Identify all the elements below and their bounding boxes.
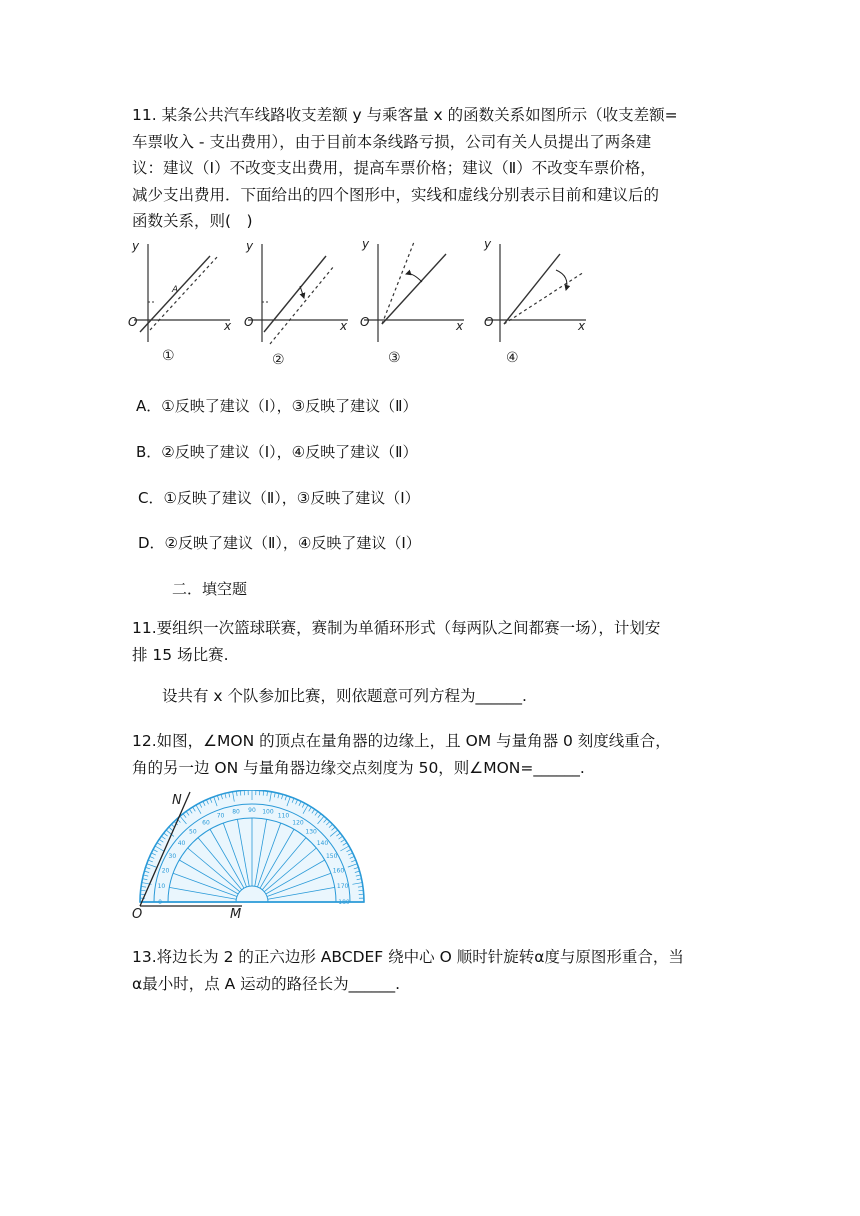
protractor-scale-label: 130 xyxy=(305,828,317,836)
graph2-x-label: x xyxy=(340,319,348,333)
graph-3 xyxy=(360,237,464,366)
graph2-label: ② xyxy=(272,352,285,368)
graph1-y-label: y xyxy=(132,239,140,253)
q11-line-5: 函数关系，则( ) xyxy=(132,212,253,230)
protractor-scale-label: 70 xyxy=(216,812,225,820)
label-m: M xyxy=(230,907,242,920)
graph3-x-label: x xyxy=(456,319,464,333)
option-d: D．②反映了建议（Ⅱ），④反映了建议（Ⅰ） xyxy=(138,534,421,552)
q12-line-1: 12.如图，∠MON 的顶点在量角器的边缘上，且 OM 与量角器 0 刻度线重合， xyxy=(132,732,671,750)
graph4-x-label: x xyxy=(578,319,586,333)
graph1-origin: O xyxy=(128,315,138,329)
graph3-y-label: y xyxy=(362,237,370,251)
graph3-label: ③ xyxy=(388,350,401,366)
protractor-scale-label: 110 xyxy=(277,812,290,820)
protractor-scale-label: 90 xyxy=(248,807,256,814)
q12-line-2: 角的另一边 ON 与量角器边缘交点刻度为 50，则∠MON=______. xyxy=(132,758,585,777)
q13-line-2: α最小时，点 A 运动的路径长为______. xyxy=(132,974,401,993)
label-n: N xyxy=(172,793,182,808)
option-b: B．②反映了建议（Ⅰ），④反映了建议（Ⅱ） xyxy=(136,443,418,461)
graph4-label: ④ xyxy=(506,350,519,366)
protractor-scale-label: 10 xyxy=(157,883,166,891)
question-13 xyxy=(132,944,732,997)
question-12 xyxy=(132,728,732,781)
fill11-sub-text: 设共有 x 个队参加比赛，则依题意可列方程为______. xyxy=(162,687,527,705)
q11-line-2: 车票收入 - 支出费用），由于目前本条线路亏损，公司有关人员提出了两条建 xyxy=(132,132,652,151)
graph4-y-label: y xyxy=(484,237,492,251)
q11-line-1: 11. 某条公共汽车线路收支差额 y 与乘客量 x 的函数关系如图所示（收支差额= xyxy=(132,106,678,124)
protractor-figure xyxy=(132,790,372,920)
option-c: C．①反映了建议（Ⅱ），③反映了建议（Ⅰ） xyxy=(138,489,420,507)
protractor-scale-label: 140 xyxy=(316,839,329,847)
protractor-scale-label: 0 xyxy=(158,899,162,906)
option-a: A．①反映了建议（Ⅰ），③反映了建议（Ⅱ） xyxy=(136,397,418,415)
graph1-label: ① xyxy=(162,348,175,364)
graph2-y-label: y xyxy=(246,239,254,253)
fill11-line-1: 11.要组织一次篮球联赛，赛制为单循环形式（每两队之间都赛一场），计划安 xyxy=(132,619,661,637)
protractor-scale-label: 160 xyxy=(332,867,345,875)
protractor-scale-label: 60 xyxy=(202,819,210,827)
q11-four-graphs xyxy=(120,232,600,372)
fill11-sub xyxy=(162,683,762,710)
q11-line-4: 减少支出费用．下面给出的四个图形中，实线和虚线分别表示目前和建议后的 xyxy=(132,185,660,204)
graph-1 xyxy=(128,239,232,364)
protractor-scale-label: 100 xyxy=(262,808,274,816)
protractor-scale-label: 170 xyxy=(336,883,349,891)
protractor-scale-label: 120 xyxy=(292,819,304,827)
graph4-origin: O xyxy=(484,315,494,329)
graph1-x-label: x xyxy=(224,319,232,333)
protractor-scale-label: 80 xyxy=(232,808,240,816)
protractor-scale-label: 180 xyxy=(338,899,350,906)
protractor-scale-label: 20 xyxy=(161,867,170,875)
section-title-fill-in: 二．填空题 xyxy=(172,580,248,598)
graph2-origin: O xyxy=(244,315,254,329)
protractor-scale-label: 40 xyxy=(177,839,186,847)
q11-line-3: 议：建议（Ⅰ）不改变支出费用，提高车票价格；建议（Ⅱ）不改变车票价格， xyxy=(132,159,656,177)
protractor-scale-label: 30 xyxy=(168,853,177,860)
fill-question-11 xyxy=(132,615,732,668)
q13-line-1: 13.将边长为 2 的正六边形 ABCDEF 绕中心 O 顺时针旋转α度与原图形重合，当 xyxy=(132,948,684,966)
fill11-line-2: 排 15 场比赛. xyxy=(132,645,229,664)
graph-4 xyxy=(483,237,586,366)
label-o: O xyxy=(132,907,143,920)
arrow-label-a: A xyxy=(172,285,179,295)
graph3-origin: O xyxy=(360,315,370,329)
protractor-scale-label: 150 xyxy=(325,853,338,860)
question-11-stem xyxy=(132,102,732,235)
protractor-scale-label: 50 xyxy=(189,828,197,836)
graph-2 xyxy=(244,239,348,368)
